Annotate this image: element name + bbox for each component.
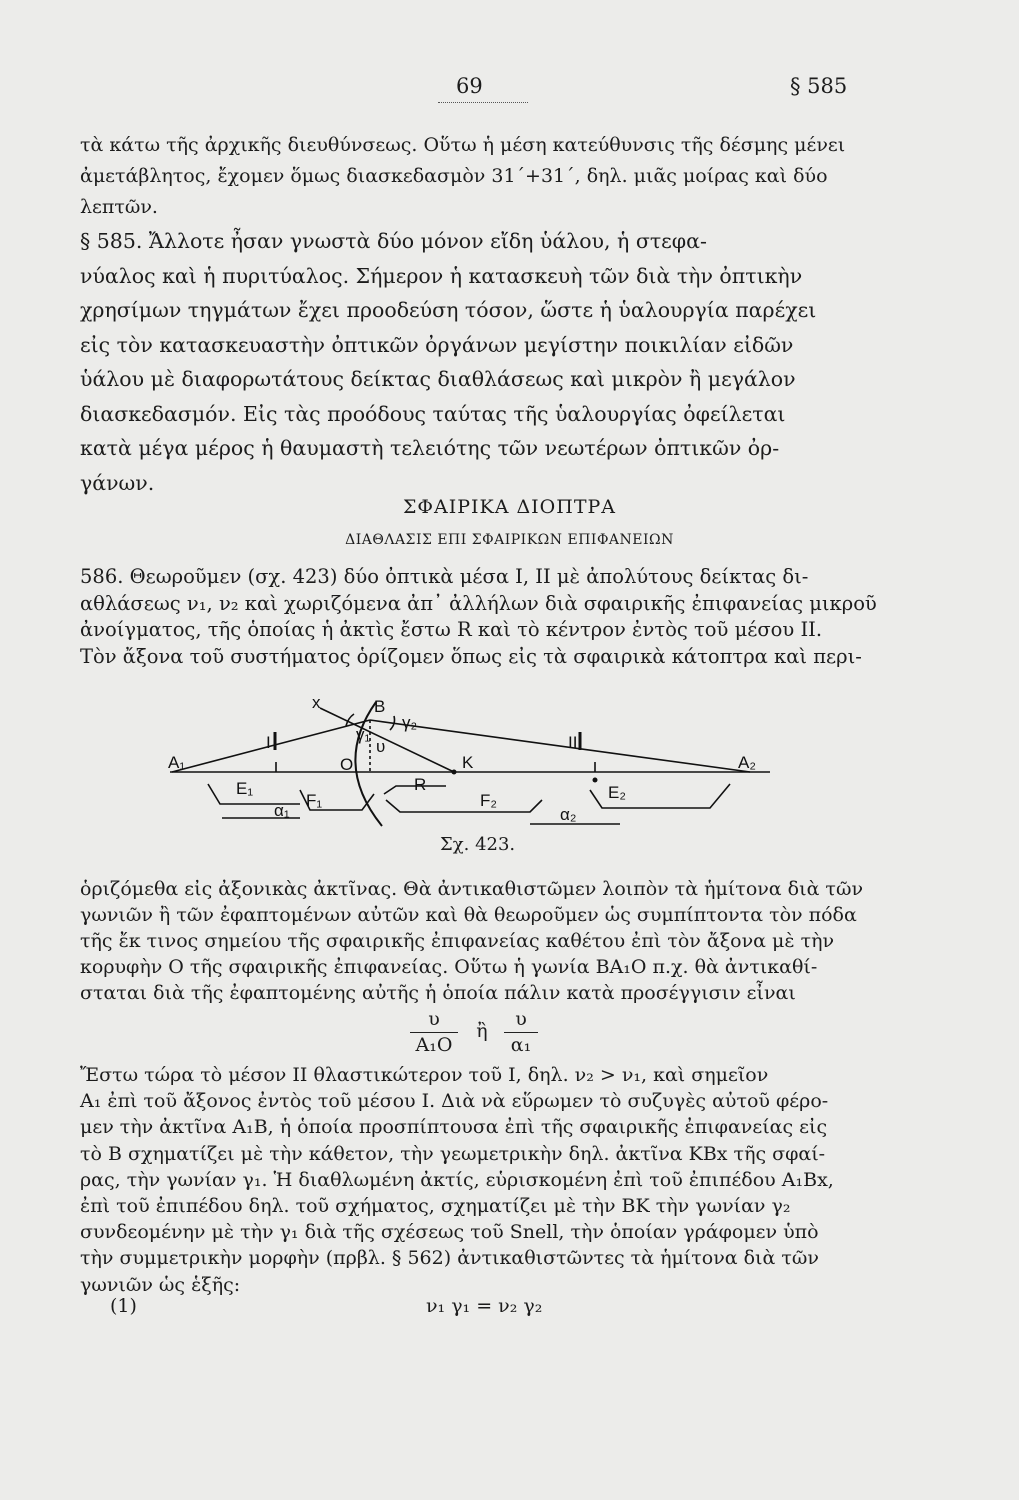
text-line: μεν τὴν ἀκτῖνα A₁B, ἡ ὁποία προσπίπτουσα ἐπὶ τῆς σφαιρικῆς ἐπιφανείας εἰς bbox=[80, 1116, 828, 1139]
text-line: A₁ ἐπὶ τοῦ ἄξονος ἐντὸς τοῦ μέσου I. Διὰ νὰ εὕρωμεν τὸ συζυγὲς αὐτοῦ φέρο- bbox=[80, 1090, 829, 1113]
label-alpha1: α₁ bbox=[274, 801, 290, 820]
text-line: § 585. Ἄλλοτε ἦσαν γνωστὰ δύο μόνον εἴδη ὑάλου, ἡ στεφα- bbox=[80, 229, 707, 253]
text-line: γάνων. bbox=[80, 470, 155, 495]
fraction-numerator-2: υ bbox=[515, 1008, 527, 1030]
label-alpha2: α₂ bbox=[560, 805, 577, 824]
figure-423 bbox=[150, 690, 790, 830]
label-a1: A₁ bbox=[168, 753, 186, 772]
section-subtitle: ΔΙΑΘΛΑΣΙΣ ΕΠΙ ΣΦΑΙΡΙΚΩΝ ΕΠΙΦΑΝΕΙΩΝ bbox=[345, 532, 674, 548]
text-line: ἀμετάβλητος, ἔχομεν ὅμως διασκεδασμὸν 31΄+31΄, δηλ. μιᾶς μοίρας καὶ δύο bbox=[80, 165, 828, 187]
text-line: ὁριζόμεθα εἰς ἀξονικὰς ἀκτῖνας. Θὰ ἀντικαθιστῶμεν λοιπὸν τὰ ἡμίτονα διὰ τῶν bbox=[80, 878, 863, 900]
page-number: 69 bbox=[456, 74, 483, 98]
page-number-rule bbox=[438, 102, 528, 103]
text-line: Τὸν ἄξονα τοῦ συστήματος ὁρίζομεν ὅπως εἰς τὰ σφαιρικὰ κάτοπτρα καὶ περι- bbox=[80, 644, 862, 668]
label-o: O bbox=[340, 755, 354, 774]
label-f1: F₁ bbox=[306, 791, 323, 810]
label-medium-1: I bbox=[266, 733, 271, 752]
text-line: εἰς τὸν κατασκευαστὴν ὀπτικῶν ὀργάνων μεγίστην ποικιλίαν εἰδῶν bbox=[80, 332, 794, 357]
text-line: ἐπὶ τοῦ ἐπιπέδου δηλ. τοῦ σχήματος, σχηματίζει μὲ τὴν BK τὴν γωνίαν γ₂ bbox=[80, 1195, 791, 1218]
text-line: κορυφὴν Ο τῆς σφαιρικῆς ἐπιφανείας. Οὕτω ἡ γωνία ΒΑ₁Ο π.χ. θὰ ἀντικαθί- bbox=[80, 956, 818, 978]
point-k bbox=[452, 770, 457, 775]
text-line: τῆς ἔκ τινος σημείου τῆς σφαιρικῆς ἐπιφανείας καθέτου ἐπὶ τὸν ἄξονα μὲ τὴν bbox=[80, 930, 835, 952]
label-v: υ bbox=[376, 737, 386, 756]
text-line: γωνιῶν ἢ τῶν ἐφαπτομένων αὐτῶν καὶ θὰ θεωροῦμεν ὡς συμπίπτοντα τὸν πόδα bbox=[80, 904, 857, 926]
equation-label: (1) bbox=[110, 1295, 137, 1317]
text-line: 586. Θεωροῦμεν (σχ. 423) δύο ὀπτικὰ μέσα I, II μὲ ἀπολύτους δείκτας δι- bbox=[80, 565, 809, 588]
text-line: χρησίμων τηγμάτων ἔχει προοδεύση τόσον, ὥστε ἡ ὑαλουργία παρέχει bbox=[80, 298, 817, 322]
text-line: ρας, τὴν γωνίαν γ₁. Ἡ διαθλωμένη ἀκτίς, εὑρισκομένη ἐπὶ τοῦ ἐπιπέδου A₁Bx, bbox=[80, 1168, 834, 1191]
label-e2: E₂ bbox=[608, 783, 626, 802]
text-line: γωνιῶν ὡς ἑξῆς: bbox=[80, 1273, 241, 1296]
text-line: αθλάσεως ν₁, ν₂ καὶ χωριζόμενα ἀπ᾿ ἀλλήλων διὰ σφαιρικῆς ἐπιφανείας μικροῦ bbox=[80, 591, 877, 615]
label-x: x bbox=[312, 693, 321, 712]
section-marker: § 585 bbox=[790, 74, 848, 98]
label-medium-2: II bbox=[568, 733, 578, 752]
paragraph-final bbox=[80, 1062, 940, 1298]
continuation-paragraph bbox=[80, 130, 940, 223]
section-title: ΣΦΑΙΡΙΚΑ ΔΙΟΠΤΡΑ bbox=[402, 496, 617, 518]
fraction-connector: ἢ bbox=[476, 1020, 488, 1042]
text-line: συνδεομένην μὲ τὴν γ₁ διὰ τῆς σχέσεως τοῦ Snell, τὴν ὁποίαν γράφομεν ὑπὸ bbox=[80, 1221, 819, 1244]
label-b: B bbox=[374, 697, 386, 716]
text-line: ὑάλου μὲ διαφορωτάτους δείκτας διαθλάσεως καὶ μικρὸν ἢ μεγάλον bbox=[80, 367, 796, 391]
point-e2 bbox=[593, 778, 598, 783]
equation-formula: ν₁ γ₁ = ν₂ γ₂ bbox=[426, 1295, 543, 1317]
label-k: K bbox=[462, 753, 474, 772]
refracted-ray bbox=[370, 720, 750, 772]
label-f2: F₂ bbox=[480, 791, 497, 810]
text-line: νύαλος καὶ ἡ πυριτύαλος. Σήμερον ἡ κατασκευὴ τῶν διὰ τὴν ὀπτικὴν bbox=[80, 263, 803, 288]
label-a2: A₂ bbox=[738, 753, 756, 772]
fraction-denominator-1: A₁O bbox=[415, 1034, 453, 1056]
bracket-f2 bbox=[386, 800, 542, 812]
approximation-fraction bbox=[400, 1008, 600, 1058]
text-line: λεπτῶν. bbox=[80, 196, 158, 218]
label-e1: E₁ bbox=[236, 779, 254, 798]
fraction-numerator-1: υ bbox=[428, 1008, 440, 1030]
text-line: σταται διὰ τῆς ἐφαπτομένης αὐτῆς ἡ ὁποία πάλιν κατὰ προσέγγισιν εἶναι bbox=[80, 982, 796, 1004]
text-line: Ἔστω τώρα τὸ μέσον II θλαστικώτερον τοῦ I, δηλ. ν₂ > ν₁, καὶ σημεῖον bbox=[80, 1064, 769, 1086]
label-g2: γ₂ bbox=[402, 713, 418, 732]
paragraph-585 bbox=[80, 224, 940, 500]
text-line: τὰ κάτω τῆς ἀρχικῆς διευθύνσεως. Οὕτω ἡ μέση κατεύθυνσις τῆς δέσμης μένει bbox=[80, 134, 846, 156]
fraction-denominator-2: α₁ bbox=[510, 1034, 532, 1056]
fraction-bar-1 bbox=[410, 1032, 458, 1033]
paragraph-after-figure bbox=[80, 876, 940, 1006]
figure-caption: Σχ. 423. bbox=[440, 834, 516, 855]
label-g1: γ₁ bbox=[356, 725, 371, 744]
text-line: διασκεδασμόν. Εἰς τὰς προόδους ταύτας τῆς ὑαλουργίας ὀφείλεται bbox=[80, 401, 786, 426]
label-r: R bbox=[414, 775, 427, 794]
paragraph-586 bbox=[80, 564, 940, 670]
text-line: ἀνοίγματος, τῆς ὁποίας ἡ ἀκτὶς ἔστω R καὶ τὸ κέντρον ἐντὸς τοῦ μέσου II. bbox=[80, 618, 823, 641]
text-line: τὴν συμμετρικὴν μορφὴν (πρβλ. § 562) ἀντικαθιστῶντες τὰ ἡμίτονα διὰ τῶν bbox=[80, 1247, 819, 1270]
text-line: κατὰ μέγα μέρος ἡ θαυμαστὴ τελειότης τῶν νεωτέρων ὀπτικῶν ὀρ- bbox=[80, 436, 780, 460]
text-line: τὸ B σχηματίζει μὲ τὴν κάθετον, τὴν γεωμετρικὴν δηλ. ἀκτῖνα ΚΒx τῆς σφαί- bbox=[80, 1142, 826, 1165]
fraction-bar-2 bbox=[504, 1032, 538, 1033]
page-header bbox=[0, 74, 1019, 114]
